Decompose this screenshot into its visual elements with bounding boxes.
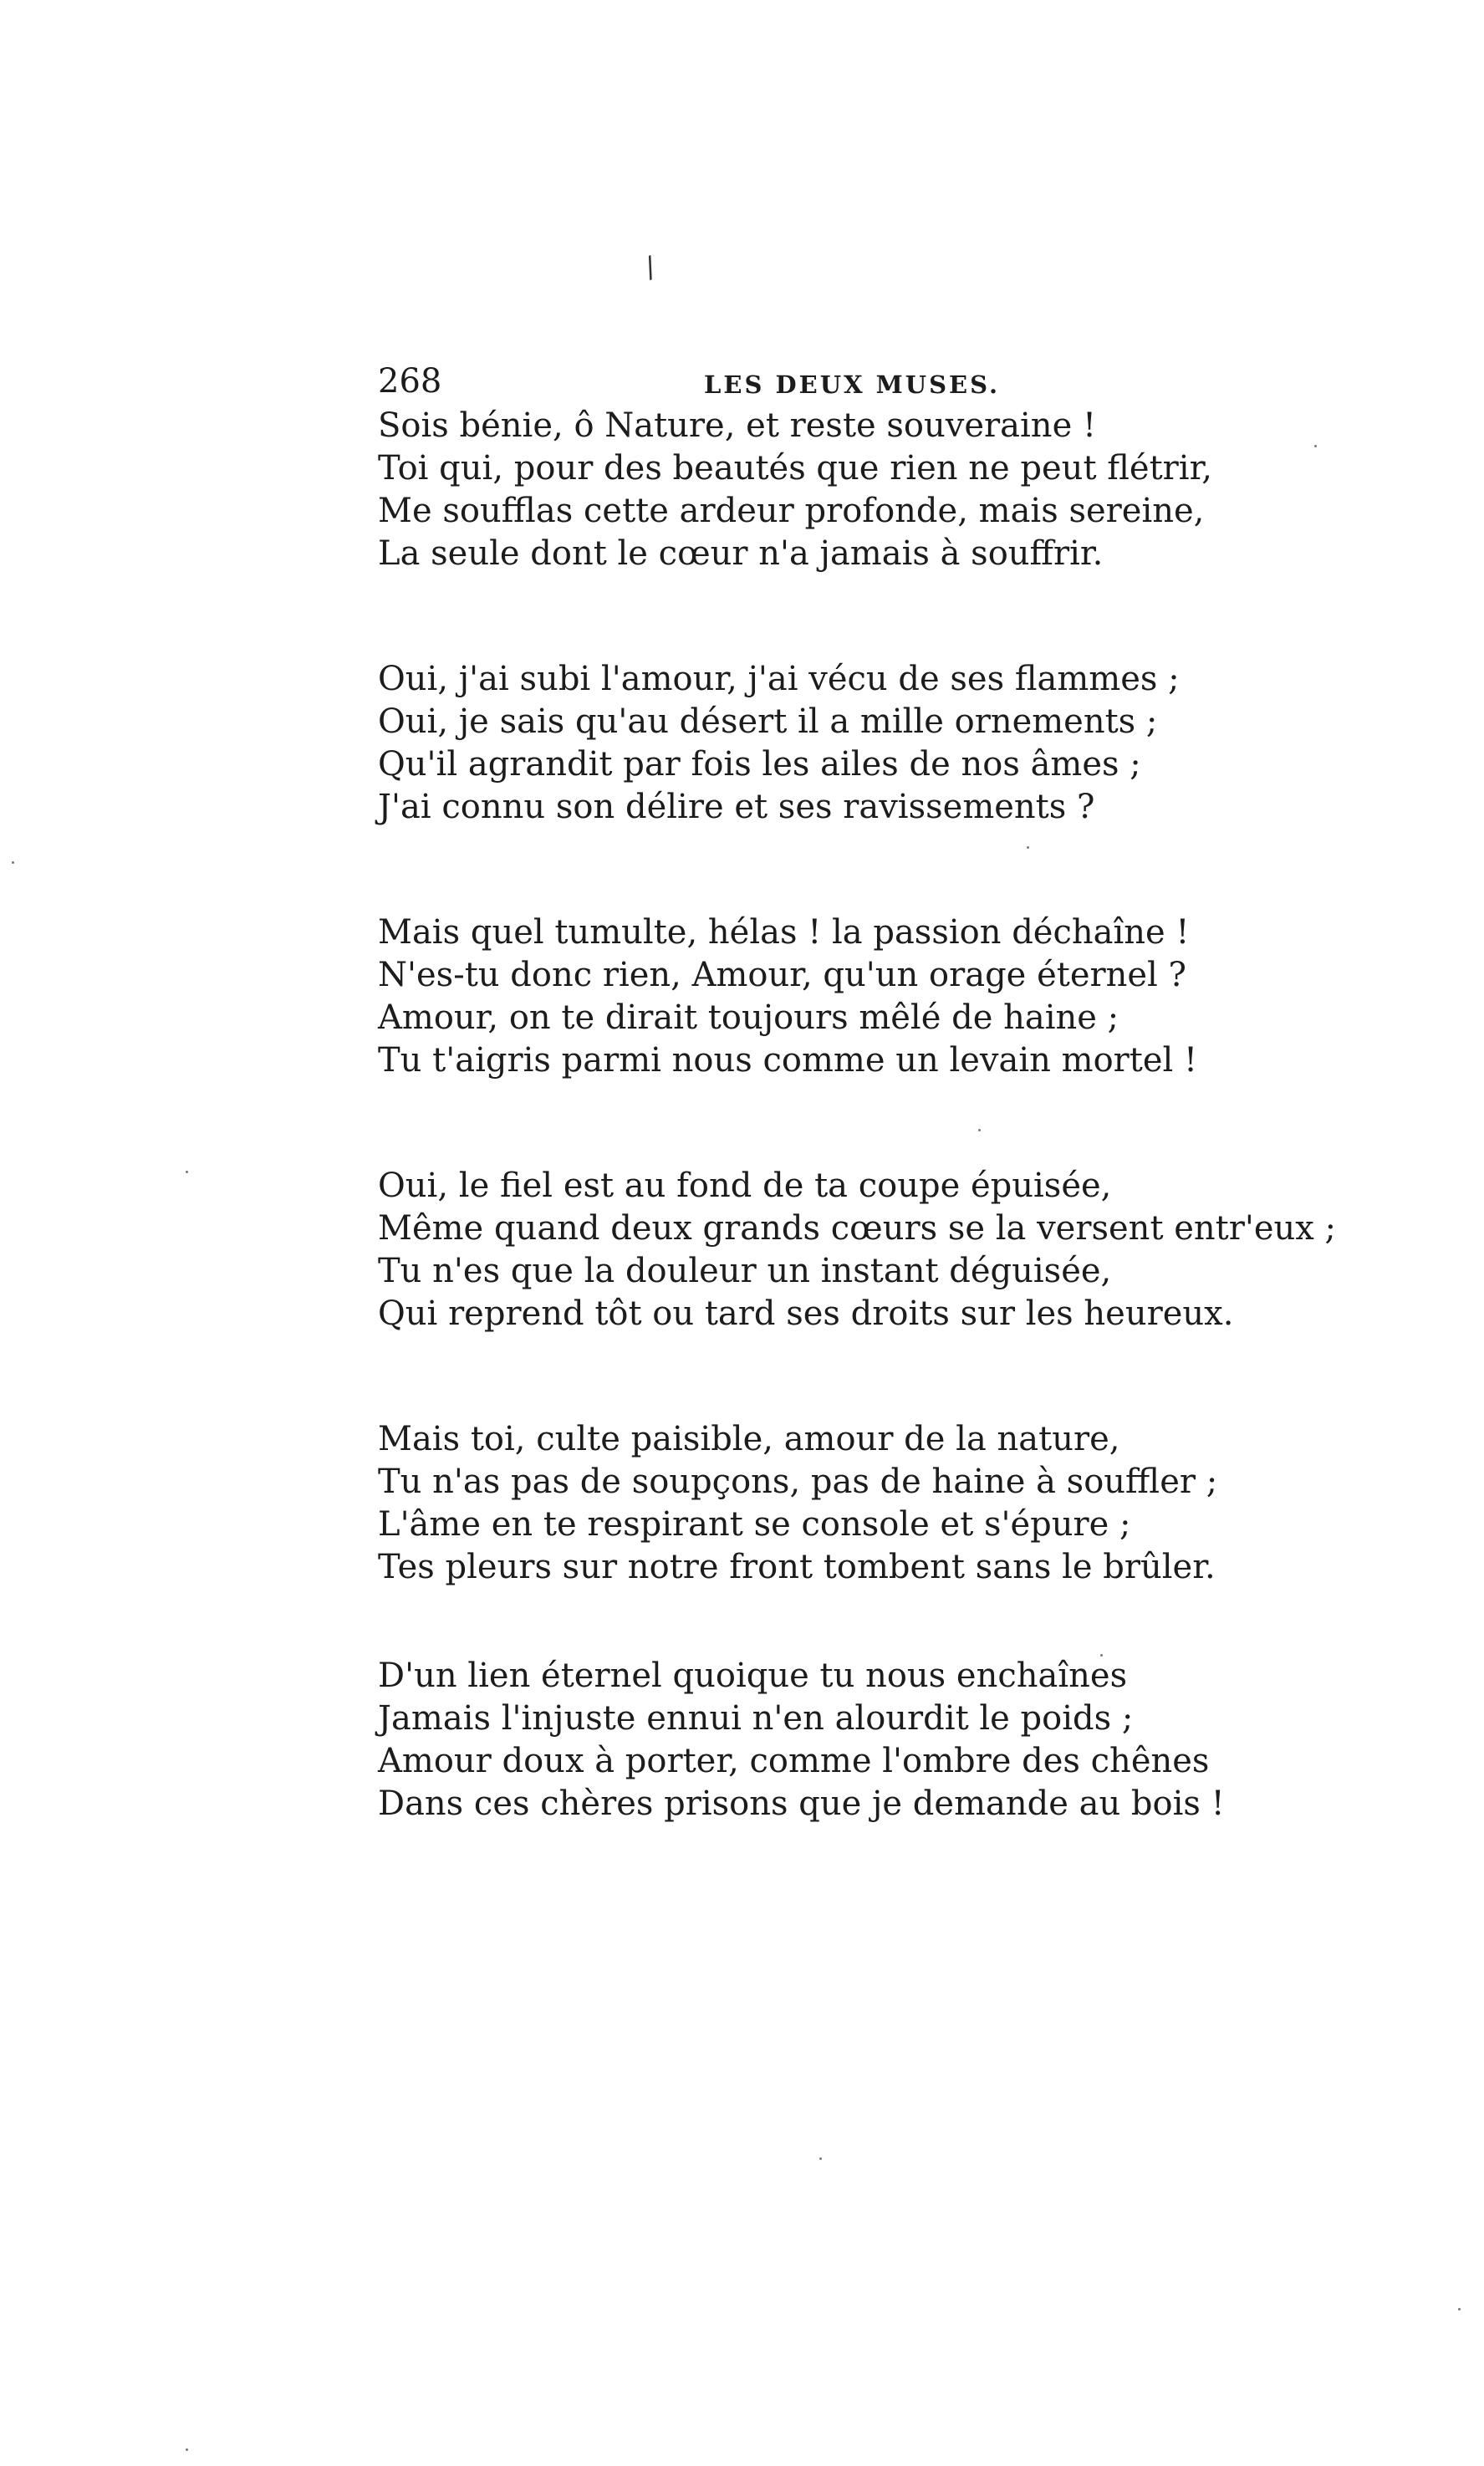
stanza-break [378, 829, 1214, 911]
stanza-6 [378, 1655, 1225, 1825]
verse-line: Amour, on te dirait toujours mêlé de haine ; [378, 998, 1119, 1037]
stanza-break [378, 575, 1214, 658]
verse-line: Tu n'as pas de soupçons, pas de haine à souffler ; [378, 1463, 1218, 1501]
stray-mark: / [640, 250, 660, 285]
paper-speck [978, 1129, 981, 1131]
stanza-2 [378, 658, 1214, 829]
verse-line: Oui, j'ai subi l'amour, j'ai vécu de ses flammes ; [378, 660, 1180, 698]
paper-speck [1100, 1654, 1103, 1657]
verse-line: L'âme en te respirant se console et s'épure ; [378, 1505, 1131, 1544]
page-number: 268 [378, 362, 442, 401]
paper-speck [12, 861, 14, 864]
verse-line: J'ai connu son délire et ses ravissements ? [378, 788, 1095, 826]
verse-line: La seule dont le cœur n'a jamais à souffrir. [378, 534, 1104, 573]
verse-line: Me soufflas cette ardeur profonde, mais sereine, [378, 492, 1205, 530]
paper-speck [1314, 445, 1317, 447]
paper-speck [1458, 2308, 1461, 2310]
verse-line: Tes pleurs sur notre front tombent sans le brûler. [378, 1548, 1216, 1586]
verse-line: Mais toi, culte paisible, amour de la nature, [378, 1420, 1120, 1458]
verse-line: Amour doux à porter, comme l'ombre des chênes [378, 1742, 1210, 1780]
verse-line: Toi qui, pour des beautés que rien ne peut flétrir, [378, 449, 1213, 488]
running-head: LES DEUX MUSES. [704, 370, 1001, 399]
stanza-break [378, 1589, 1214, 1655]
verse-line: Qui reprend tôt ou tard ses droits sur les heureux. [378, 1294, 1234, 1333]
poem [378, 405, 1337, 1825]
verse-line: Même quand deux grands cœurs se la versent entr'eux ; [378, 1209, 1337, 1248]
stanza-break [378, 1335, 1214, 1418]
verse-line: Oui, je sais qu'au désert il a mille ornements ; [378, 702, 1158, 741]
stanza-3 [378, 911, 1214, 1082]
paper-speck [186, 2448, 188, 2451]
stanza-1 [378, 405, 1214, 575]
stanza-break [378, 1082, 1214, 1165]
stanza-4 [378, 1165, 1337, 1335]
verse-line: N'es-tu donc rien, Amour, qu'un orage éternel ? [378, 956, 1186, 994]
stanza-5 [378, 1418, 1218, 1589]
verse-line: Oui, le fiel est au fond de ta coupe épuisée, [378, 1167, 1112, 1205]
paper-speck [1027, 846, 1029, 849]
verse-line: Qu'il agrandit par fois les ailes de nos âmes ; [378, 745, 1141, 784]
verse-line: Tu t'aigris parmi nous comme un levain mortel ! [378, 1041, 1198, 1080]
verse-line: D'un lien éternel quoique tu nous enchaînes [378, 1657, 1128, 1695]
paper-speck [819, 2157, 822, 2160]
page-header [378, 358, 1172, 405]
verse-line: Dans ces chères prisons que je demande au bois ! [378, 1784, 1225, 1823]
verse-line: Tu n'es que la douleur un instant déguisée, [378, 1252, 1112, 1290]
verse-line: Sois bénie, ô Nature, et reste souveraine ! [378, 406, 1097, 445]
verse-line: Jamais l'injuste ennui n'en alourdit le poids ; [378, 1699, 1134, 1738]
paper-speck [186, 1171, 188, 1173]
verse-line: Mais quel tumulte, hélas ! la passion déchaîne ! [378, 913, 1190, 952]
